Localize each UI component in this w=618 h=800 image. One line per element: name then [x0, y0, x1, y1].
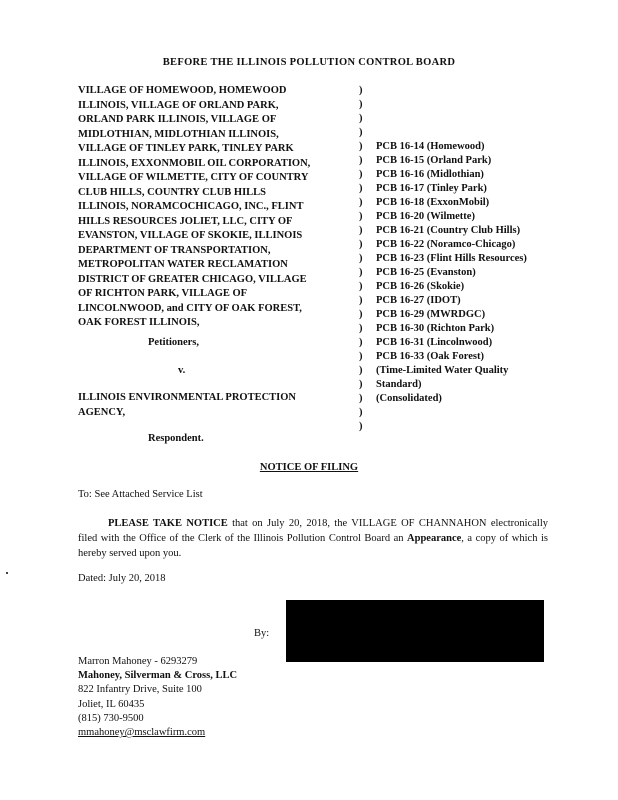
respondent-label: Respondent. — [148, 433, 204, 444]
petitioner-line: EVANSTON, VILLAGE OF SKOKIE, ILLINOIS — [78, 230, 303, 241]
case-number: PCB 16-21 (Country Club Hills) — [376, 225, 521, 236]
caption-paren: ) — [359, 365, 363, 376]
petitioner-line: MIDLOTHIAN, MIDLOTHIAN ILLINOIS, — [78, 128, 279, 140]
caption-paren: ) — [359, 351, 363, 362]
petitioner-line: ORLAND PARK ILLINOIS, VILLAGE OF — [78, 114, 277, 125]
case-numbers — [376, 140, 527, 406]
case-number: PCB 16-16 (Midlothian) — [376, 169, 484, 180]
caption-paren: ) — [359, 421, 363, 432]
case-subtitle: (Time-Limited Water Quality — [376, 365, 509, 376]
caption-paren: ) — [359, 141, 363, 152]
notice-lead: PLEASE TAKE NOTICE — [108, 518, 228, 529]
redacted-signature — [286, 600, 544, 662]
petitioner-line: LINCOLNWOOD, and CITY OF OAK FOREST, — [78, 302, 302, 314]
petitioner-line: ILLINOIS, VILLAGE OF ORLAND PARK, — [78, 99, 279, 111]
service-list-line: To: See Attached Service List — [78, 489, 203, 500]
petitioner-line: VILLAGE OF HOMEWOOD, HOMEWOOD — [78, 85, 287, 96]
email-link[interactable]: mmahoney@msclawfirm.com — [78, 727, 206, 739]
petitioner-line: ILLINOIS, NORAMCOCHICAGO, INC., FLINT — [78, 201, 304, 212]
case-number: PCB 16-23 (Flint Hills Resources) — [376, 253, 527, 264]
case-subtitle: Standard) — [376, 379, 422, 390]
phone-number: (815) 730-9500 — [78, 712, 144, 724]
petitioner-line: VILLAGE OF TINLEY PARK, TINLEY PARK — [78, 143, 294, 154]
versus-label: v. — [178, 365, 186, 376]
caption-paren: ) — [359, 393, 363, 404]
caption-paren: ) — [359, 379, 363, 390]
notice-body-end: , a copy of which is hereby served upon you. — [78, 533, 548, 559]
respondent-line: ILLINOIS ENVIRONMENTAL PROTECTION — [78, 392, 297, 403]
appearance-term: Appearance — [407, 533, 462, 544]
petitioner-line: VILLAGE OF WILMETTE, CITY OF COUNTRY — [78, 172, 309, 183]
case-number: PCB 16-15 (Orland Park) — [376, 155, 492, 166]
caption-paren: ) — [359, 155, 363, 166]
caption-paren: ) — [359, 113, 363, 124]
petitioner-line: DEPARTMENT OF TRANSPORTATION, — [78, 244, 271, 256]
case-number: PCB 16-29 (MWRDGC) — [376, 309, 486, 320]
caption-paren: ) — [359, 211, 363, 222]
petitioner-line: DISTRICT OF GREATER CHICAGO, VILLAGE — [78, 273, 307, 285]
case-number: PCB 16-31 (Lincolnwood) — [376, 337, 493, 348]
case-number: PCB 16-17 (Tinley Park) — [376, 183, 487, 194]
caption-paren: ) — [359, 197, 363, 208]
caption-paren: ) — [359, 337, 363, 348]
notice-body-text: that on July 20, 2018, the VILLAGE OF CHANNAHON electronically filed with the Office of the Clerk of the Illinois Pollution Control Board an — [78, 518, 548, 544]
case-number: PCB 16-14 (Homewood) — [376, 141, 485, 152]
case-number: PCB 16-26 (Skokie) — [376, 281, 465, 292]
case-number: PCB 16-33 (Oak Forest) — [376, 351, 484, 362]
caption-paren: ) — [359, 309, 363, 320]
firm-name: Mahoney, Silverman & Cross, LLC — [78, 670, 238, 682]
respondent-names — [78, 391, 296, 420]
case-number: PCB 16-20 (Wilmette) — [376, 211, 475, 222]
caption-paren: ) — [359, 323, 363, 334]
attorney-name: Marron Mahoney - 6293279 — [78, 656, 198, 667]
petitioner-line: HILLS RESOURCES JOLIET, LLC, CITY OF — [78, 215, 293, 227]
caption-paren: ) — [359, 169, 363, 180]
caption-paren: ) — [359, 183, 363, 194]
document-title: BEFORE THE ILLINOIS POLLUTION CONTROL BOARD — [162, 57, 456, 68]
notice-heading: NOTICE OF FILING — [259, 462, 359, 473]
respondent-line: AGENCY, — [78, 406, 126, 418]
caption-paren: ) — [359, 407, 363, 418]
petitioner-line: ILLINOIS, EXXONMOBIL OIL CORPORATION, — [78, 157, 311, 169]
caption-paren: ) — [359, 295, 363, 306]
by-label: By: — [254, 628, 270, 639]
address-line-2: Joliet, IL 60435 — [78, 698, 145, 710]
case-number: PCB 16-22 (Noramco-Chicago) — [376, 239, 516, 250]
petitioner-line: OF RICHTON PARK, VILLAGE OF — [78, 288, 248, 299]
petitioner-line: METROPOLITAN WATER RECLAMATION — [78, 259, 288, 270]
petitioner-names — [78, 84, 310, 331]
signature-block — [78, 655, 237, 740]
caption-paren: ) — [359, 239, 363, 250]
caption-paren: ) — [359, 267, 363, 278]
case-number: PCB 16-30 (Richton Park) — [376, 323, 495, 334]
notice-body — [78, 516, 548, 561]
caption-paren: ) — [359, 281, 363, 292]
petitioners-label: Petitioners, — [148, 337, 200, 348]
caption-parentheses — [359, 84, 363, 434]
petitioner-line: CLUB HILLS, COUNTRY CLUB HILLS — [78, 186, 266, 198]
margin-mark — [6, 572, 8, 574]
caption-paren: ) — [359, 253, 363, 264]
caption-paren: ) — [359, 85, 363, 96]
caption-paren: ) — [359, 99, 363, 110]
caption-paren: ) — [359, 225, 363, 236]
address-line-1: 822 Infantry Drive, Suite 100 — [78, 684, 202, 696]
caption-paren: ) — [359, 127, 363, 138]
case-number: PCB 16-27 (IDOT) — [376, 295, 461, 306]
case-consolidated: (Consolidated) — [376, 393, 442, 404]
petitioner-line: OAK FOREST ILLINOIS, — [78, 317, 200, 328]
dated-line: Dated: July 20, 2018 — [78, 573, 166, 584]
case-number: PCB 16-25 (Evanston) — [376, 267, 476, 278]
case-number: PCB 16-18 (ExxonMobil) — [376, 197, 490, 208]
